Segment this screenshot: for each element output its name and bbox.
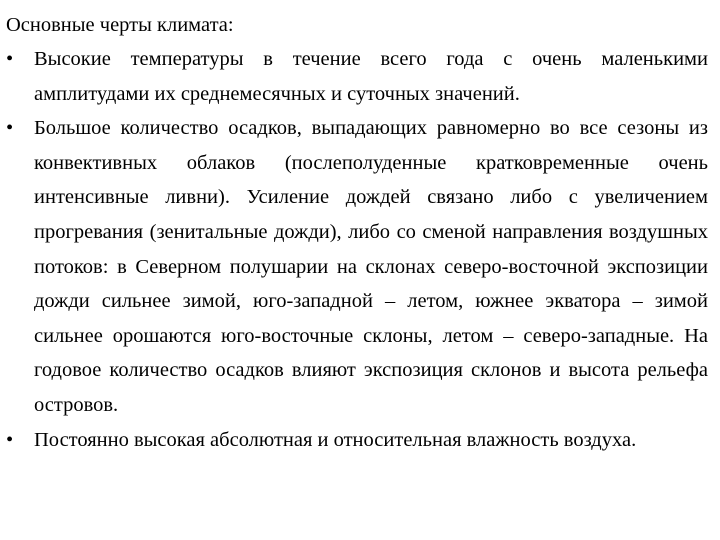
bullet-item	[6, 42, 708, 111]
bullet-text: Большое количество осадков, выпадающих равномерно во все сезоны из конвективных облаков (послеполуденные кратковременные очень интенсивные ливни). Усиление дождей связано либо с увеличением прогревания (зенитальные дожди), либо со сменой направления воздушных потоков: в Северном полушарии на склонах северо-восточной экспозиции дожди сильнее зимой, юго-западной – летом, южнее экватора – зимой сильнее орошаются юго-восточные склоны, летом – северо-западные. На годовое количество осадков влияют экспозиция склонов и высота рельефа островов.	[34, 117, 708, 416]
bullet-dot-icon	[6, 42, 26, 77]
bullet-text: Высокие температуры в течение всего года с очень маленькими амплитудами их среднемесячных и суточных значений.	[34, 48, 708, 105]
bullet-item	[6, 111, 708, 422]
bullet-dot-icon	[6, 111, 26, 146]
bullet-dot-icon	[6, 423, 26, 458]
slide-heading: Основные черты климата:	[6, 14, 234, 36]
bullet-item	[6, 423, 708, 458]
bullet-list	[6, 42, 708, 457]
bullet-text: Постоянно высокая абсолютная и относительная влажность воздуха.	[34, 428, 637, 451]
